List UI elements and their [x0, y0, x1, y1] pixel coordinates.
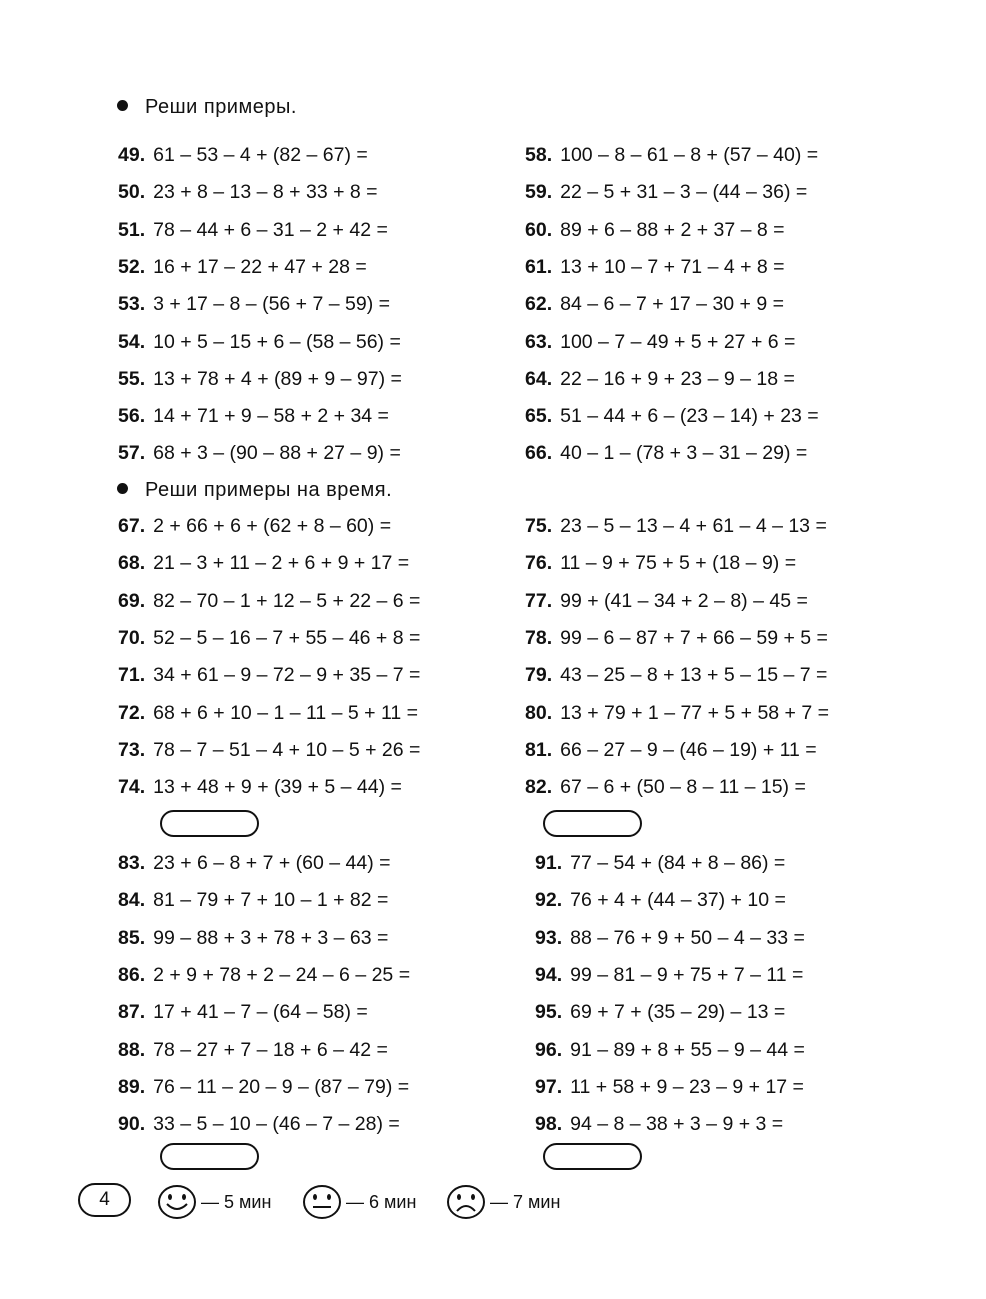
problem-expression: 67 – 6 + (50 – 8 – 11 – 15) =: [560, 776, 806, 798]
problem-row: [525, 551, 796, 575]
problem-number: 86.: [118, 964, 146, 986]
problem-number: 65.: [525, 405, 553, 427]
problem-expression: 22 – 16 + 9 + 23 – 9 – 18 =: [560, 368, 795, 390]
problem-row: [118, 1112, 400, 1136]
problem-number: 84.: [118, 889, 146, 911]
problem-row: [525, 441, 807, 465]
problem-number: 61.: [525, 256, 553, 278]
problem-number: 85.: [118, 927, 146, 949]
problem-number: 67.: [118, 515, 146, 537]
problem-expression: 76 + 4 + (44 – 37) + 10 =: [570, 889, 786, 911]
problem-row: [525, 404, 819, 428]
problem-expression: 68 + 3 – (90 – 88 + 27 – 9) =: [153, 442, 401, 464]
problem-row: [525, 663, 827, 687]
problem-number: 78.: [525, 627, 553, 649]
problem-expression: 17 + 41 – 7 – (64 – 58) =: [153, 1001, 368, 1023]
page-number: 4: [78, 1183, 131, 1217]
problem-row: [118, 963, 410, 987]
problem-number: 79.: [525, 664, 553, 686]
problem-row: [118, 1000, 368, 1024]
problem-expression: 69 + 7 + (35 – 29) – 13 =: [570, 1001, 786, 1023]
answer-box[interactable]: [160, 1143, 259, 1170]
problem-row: [118, 1075, 409, 1099]
problem-row: [118, 551, 409, 575]
problem-row: [525, 330, 795, 354]
problem-row: [525, 514, 827, 538]
problem-number: 91.: [535, 852, 563, 874]
problem-row: [525, 589, 808, 613]
problem-expression: 33 – 5 – 10 – (46 – 7 – 28) =: [153, 1113, 400, 1135]
problem-expression: 11 – 9 + 75 + 5 + (18 – 9) =: [560, 552, 797, 574]
problem-row: [535, 963, 803, 987]
problem-number: 92.: [535, 889, 563, 911]
problem-row: [525, 292, 784, 316]
problem-row: [535, 1075, 804, 1099]
problem-number: 75.: [525, 515, 553, 537]
problem-number: 89.: [118, 1076, 146, 1098]
problem-row: [118, 1038, 388, 1062]
problem-expression: 66 – 27 – 9 – (46 – 19) + 11 =: [560, 739, 817, 761]
problem-expression: 13 + 10 – 7 + 71 – 4 + 8 =: [560, 256, 785, 278]
legend-label: — 7 мин: [490, 1191, 561, 1212]
problem-row: [118, 514, 391, 538]
problem-expression: 16 + 17 – 22 + 47 + 28 =: [153, 256, 367, 278]
problem-number: 66.: [525, 442, 553, 464]
problem-expression: 82 – 70 – 1 + 12 – 5 + 22 – 6 =: [153, 590, 421, 612]
problem-number: 72.: [118, 702, 146, 724]
problem-number: 73.: [118, 739, 146, 761]
problem-expression: 91 – 89 + 8 + 55 – 9 – 44 =: [570, 1039, 805, 1061]
problem-expression: 99 – 6 – 87 + 7 + 66 – 59 + 5 =: [560, 627, 828, 649]
answer-box[interactable]: [543, 810, 642, 837]
problem-row: [535, 926, 805, 950]
problem-expression: 10 + 5 – 15 + 6 – (58 – 56) =: [153, 331, 401, 353]
problem-number: 83.: [118, 852, 146, 874]
problem-number: 62.: [525, 293, 553, 315]
problem-expression: 40 – 1 – (78 + 3 – 31 – 29) =: [560, 442, 808, 464]
answer-box[interactable]: [543, 1143, 642, 1170]
problem-row: [525, 218, 785, 242]
problem-number: 76.: [525, 552, 553, 574]
problem-expression: 23 – 5 – 13 – 4 + 61 – 4 – 13 =: [560, 515, 827, 537]
problem-row: [118, 775, 402, 799]
problem-number: 59.: [525, 181, 553, 203]
heading-text: Реши примеры на время.: [145, 479, 393, 501]
problem-number: 87.: [118, 1001, 146, 1023]
legend-item-happy: [157, 1184, 271, 1220]
problem-row: [535, 851, 785, 875]
problem-number: 53.: [118, 293, 146, 315]
legend-item-neutral: [302, 1184, 416, 1220]
problem-row: [535, 888, 786, 912]
problem-number: 82.: [525, 776, 553, 798]
problem-number: 55.: [118, 368, 146, 390]
problem-expression: 43 – 25 – 8 + 13 + 5 – 15 – 7 =: [560, 664, 828, 686]
problem-row: [118, 926, 388, 950]
problem-row: [118, 255, 367, 279]
problem-row: [525, 701, 829, 725]
problem-expression: 88 – 76 + 9 + 50 – 4 – 33 =: [570, 927, 805, 949]
problem-row: [525, 775, 806, 799]
smiley-neutral-icon: [302, 1184, 342, 1220]
problem-number: 51.: [118, 219, 146, 241]
problem-row: [525, 180, 807, 204]
problem-number: 77.: [525, 590, 553, 612]
problem-row: [118, 701, 418, 725]
problem-row: [535, 1038, 805, 1062]
problem-expression: 13 + 78 + 4 + (89 + 9 – 97) =: [153, 368, 402, 390]
problem-expression: 2 + 9 + 78 + 2 – 24 – 6 – 25 =: [153, 964, 411, 986]
problem-expression: 89 + 6 – 88 + 2 + 37 – 8 =: [560, 219, 785, 241]
problem-number: 95.: [535, 1001, 563, 1023]
problem-row: [118, 626, 420, 650]
bullet-icon: [117, 100, 128, 111]
problem-expression: 84 – 6 – 7 + 17 – 30 + 9 =: [560, 293, 785, 315]
problem-expression: 34 + 61 – 9 – 72 – 9 + 35 – 7 =: [153, 664, 421, 686]
problem-row: [525, 626, 828, 650]
problem-number: 98.: [535, 1113, 563, 1135]
problem-number: 70.: [118, 627, 146, 649]
problem-number: 90.: [118, 1113, 146, 1135]
legend-label: — 5 мин: [201, 1191, 272, 1212]
problem-number: 80.: [525, 702, 553, 724]
problem-expression: 2 + 66 + 6 + (62 + 8 – 60) =: [153, 515, 392, 537]
problem-number: 57.: [118, 442, 146, 464]
problem-expression: 21 – 3 + 11 – 2 + 6 + 9 + 17 =: [153, 552, 410, 574]
problem-expression: 51 – 44 + 6 – (23 – 14) + 23 =: [560, 405, 819, 427]
problem-expression: 13 + 79 + 1 – 77 + 5 + 58 + 7 =: [560, 702, 830, 724]
problem-expression: 23 + 8 – 13 – 8 + 33 + 8 =: [153, 181, 378, 203]
problem-number: 88.: [118, 1039, 146, 1061]
problem-expression: 99 – 81 – 9 + 75 + 7 – 11 =: [570, 964, 804, 986]
problem-expression: 14 + 71 + 9 – 58 + 2 + 34 =: [153, 405, 389, 427]
problem-expression: 52 – 5 – 16 – 7 + 55 – 46 + 8 =: [153, 627, 421, 649]
problem-number: 58.: [525, 144, 553, 166]
problem-number: 74.: [118, 776, 146, 798]
problem-row: [118, 367, 402, 391]
problem-row: [118, 180, 378, 204]
problem-expression: 68 + 6 + 10 – 1 – 11 – 5 + 11 =: [153, 702, 419, 724]
problem-number: 81.: [525, 739, 553, 761]
problem-expression: 94 – 8 – 38 + 3 – 9 + 3 =: [570, 1113, 784, 1135]
problem-expression: 77 – 54 + (84 + 8 – 86) =: [570, 852, 786, 874]
section-heading-2: [117, 479, 392, 502]
problem-number: 54.: [118, 331, 146, 353]
section-heading-1: [117, 96, 297, 119]
problem-expression: 76 – 11 – 20 – 9 – (87 – 79) =: [153, 1076, 410, 1098]
problem-row: [525, 255, 785, 279]
problem-expression: 22 – 5 + 31 – 3 – (44 – 36) =: [560, 181, 808, 203]
problem-number: 96.: [535, 1039, 563, 1061]
problem-number: 56.: [118, 405, 146, 427]
problem-expression: 100 – 8 – 61 – 8 + (57 – 40) =: [560, 144, 819, 166]
problem-row: [118, 888, 388, 912]
problem-expression: 99 – 88 + 3 + 78 + 3 – 63 =: [153, 927, 389, 949]
problem-row: [535, 1000, 785, 1024]
problem-expression: 13 + 48 + 9 + (39 + 5 – 44) =: [153, 776, 402, 798]
problem-number: 71.: [118, 664, 146, 686]
smiley-happy-icon: [157, 1184, 197, 1220]
heading-text: Реши примеры.: [145, 96, 297, 118]
problem-expression: 81 – 79 + 7 + 10 – 1 + 82 =: [153, 889, 389, 911]
problem-number: 68.: [118, 552, 146, 574]
problem-number: 69.: [118, 590, 146, 612]
problem-row: [525, 143, 818, 167]
problem-expression: 78 – 27 + 7 – 18 + 6 – 42 =: [153, 1039, 388, 1061]
problem-number: 52.: [118, 256, 146, 278]
problem-expression: 78 – 7 – 51 – 4 + 10 – 5 + 26 =: [153, 739, 421, 761]
problem-expression: 11 + 58 + 9 – 23 – 9 + 17 =: [570, 1076, 804, 1098]
problem-expression: 78 – 44 + 6 – 31 – 2 + 42 =: [153, 219, 388, 241]
smiley-sad-icon: [446, 1184, 486, 1220]
problem-row: [118, 292, 390, 316]
problem-row: [118, 404, 389, 428]
problem-expression: 99 + (41 – 34 + 2 – 8) – 45 =: [560, 590, 808, 612]
problem-number: 64.: [525, 368, 553, 390]
problem-number: 93.: [535, 927, 563, 949]
bullet-icon: [117, 483, 128, 494]
problem-row: [118, 330, 401, 354]
problem-row: [118, 218, 388, 242]
problem-row: [118, 851, 391, 875]
problem-number: 97.: [535, 1076, 563, 1098]
problem-row: [118, 738, 420, 762]
problem-number: 60.: [525, 219, 553, 241]
problem-number: 63.: [525, 331, 553, 353]
problem-row: [535, 1112, 783, 1136]
problem-expression: 3 + 17 – 8 – (56 + 7 – 59) =: [153, 293, 390, 315]
problem-row: [525, 738, 817, 762]
problem-row: [118, 663, 420, 687]
problem-number: 94.: [535, 964, 563, 986]
problem-row: [118, 441, 401, 465]
problem-expression: 23 + 6 – 8 + 7 + (60 – 44) =: [153, 852, 391, 874]
problem-number: 49.: [118, 144, 146, 166]
problem-row: [118, 589, 420, 613]
problem-number: 50.: [118, 181, 146, 203]
problem-expression: 100 – 7 – 49 + 5 + 27 + 6 =: [560, 331, 796, 353]
problem-expression: 61 – 53 – 4 + (82 – 67) =: [153, 144, 368, 166]
answer-box[interactable]: [160, 810, 259, 837]
legend-item-sad: [446, 1184, 560, 1220]
problem-row: [118, 143, 368, 167]
problem-row: [525, 367, 795, 391]
legend-label: — 6 мин: [346, 1191, 417, 1212]
